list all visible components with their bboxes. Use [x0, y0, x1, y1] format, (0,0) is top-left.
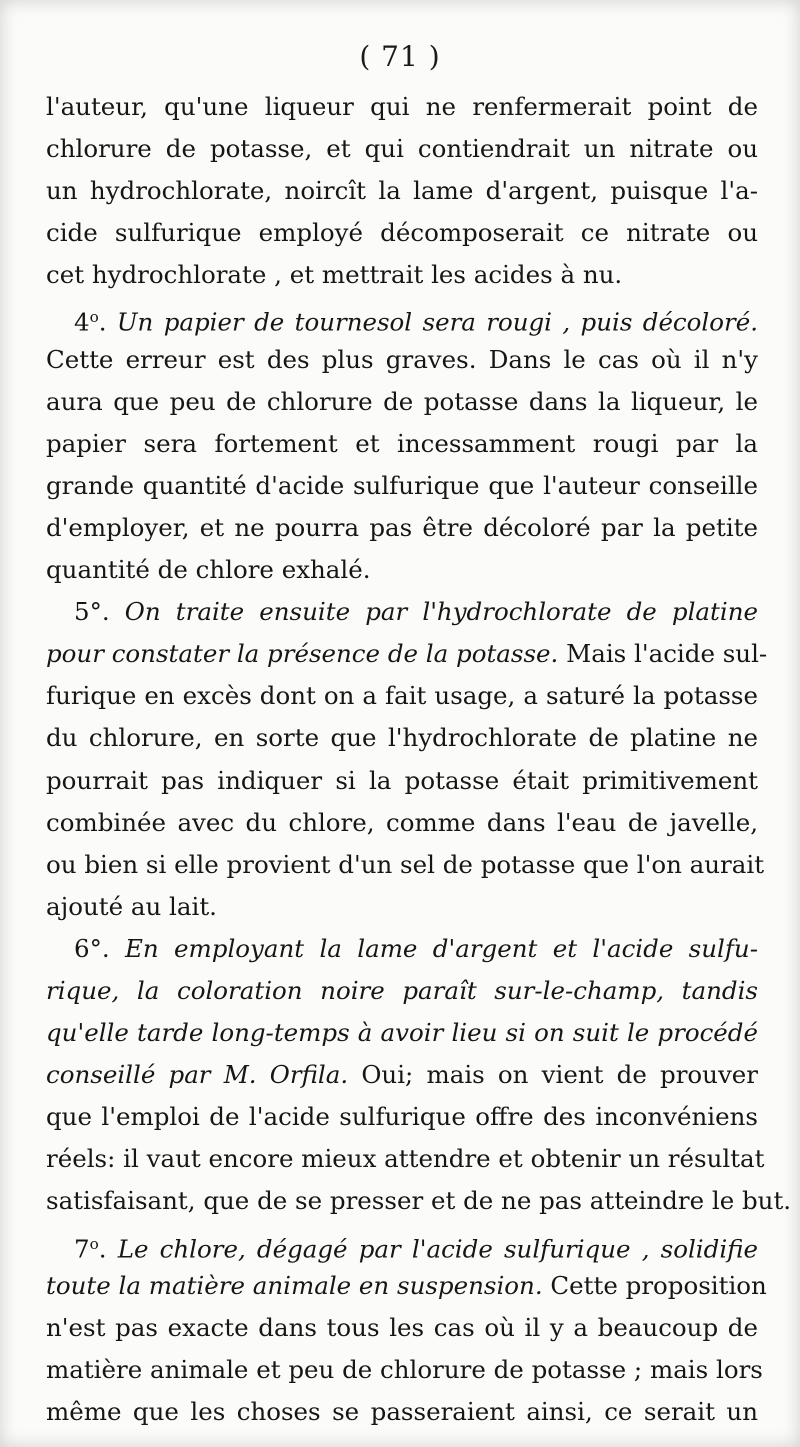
text-segment: Oui; mais on vient de prouver [348, 1060, 759, 1090]
text-line [46, 128, 758, 170]
text-segment: ajouté au lait. [46, 891, 217, 921]
text-line [46, 928, 758, 970]
text-segment: d'employer, et ne pourra pas être décoloré par la petite [46, 512, 758, 542]
text-segment: 5°. [74, 597, 125, 627]
text-line [46, 465, 758, 507]
text-segment: cet hydrochlorate , et mettrait les acides à nu. [46, 260, 623, 290]
text-segment: n'est pas exacte dans tous les cas où il y a beaucoup de [46, 1312, 758, 1342]
text-line [46, 633, 768, 675]
text-segment: papier sera fortement et incessamment rougi par la [46, 428, 758, 458]
text-segment: matière animale et peu de chlorure de potasse ; mais lors [46, 1354, 763, 1384]
text-segment: pourrait pas indiquer si la potasse était primitivement [46, 765, 758, 795]
text-line [46, 1180, 792, 1222]
italic-text: pour constater la présence de la potasse. [46, 639, 559, 669]
text-line [46, 591, 758, 633]
text-line [46, 1307, 758, 1349]
text-line [46, 844, 765, 886]
italic-text: rique, la coloration noire paraît sur-le-champ, tandis [46, 975, 758, 1005]
text-segment: satisfaisant, que de se presser et de ne pas atteindre le but. [46, 1186, 792, 1216]
text-line [46, 1265, 767, 1307]
text-line [46, 86, 758, 128]
text-line [46, 170, 758, 212]
text-line [46, 549, 758, 591]
text-segment: 4 [74, 307, 90, 337]
body-text [46, 86, 792, 1433]
text-line [46, 1096, 758, 1138]
text-segment: du chlorure, en sorte que l'hydrochlorate de platine ne [46, 723, 758, 753]
text-line [46, 1138, 765, 1180]
superscript: o [89, 308, 99, 327]
page-number: ( 71 ) [359, 40, 441, 73]
text-segment: réels: il vaut encore mieux attendre et obtenir un résultat [46, 1144, 765, 1174]
italic-text: Le chlore, dégagé par l'acide sulfurique , solidifie [117, 1233, 758, 1263]
text-line [46, 507, 758, 549]
text-line [46, 254, 758, 296]
text-line [46, 1223, 758, 1265]
text-segment: Mais l'acide sul- [558, 639, 768, 669]
superscript: o [89, 1234, 99, 1253]
text-segment: 6°. [74, 933, 125, 963]
italic-text: conseillé par M. Orfila. [46, 1060, 349, 1090]
text-line [46, 717, 758, 759]
text-segment: l'auteur, qu'une liqueur qui ne renfermerait point de [46, 92, 758, 121]
text-segment: . [98, 1233, 118, 1263]
text-line [46, 1349, 763, 1391]
italic-text: toute la matière animale en suspension. [46, 1270, 543, 1300]
text-line [46, 886, 758, 928]
text-line [46, 1012, 758, 1054]
italic-text: En employant la lame d'argent et l'acide sulfu- [125, 933, 758, 963]
text-segment: que l'emploi de l'acide sulfurique offre des inconvéniens [46, 1102, 758, 1132]
text-line [46, 212, 758, 254]
text-segment: quantité de chlore exhalé. [46, 555, 371, 585]
text-segment: . [98, 307, 117, 337]
text-segment: même que les choses se passeraient ainsi, ce serait un [46, 1396, 758, 1426]
text-line [46, 381, 758, 423]
text-line [46, 1054, 758, 1096]
text-line [46, 675, 758, 717]
text-segment: un hydrochlorate, noircît la lame d'argent, puisque l'a- [46, 176, 758, 206]
text-line [46, 1391, 758, 1433]
text-line [46, 296, 758, 338]
text-line [46, 970, 758, 1012]
text-segment: aura que peu de chlorure de potasse dans la liqueur, le [46, 386, 758, 416]
text-segment: Cette erreur est des plus graves. Dans le cas où il n'y [46, 344, 758, 374]
text-segment: cide sulfurique employé décomposerait ce nitrate ou [46, 218, 758, 248]
text-segment: grande quantité d'acide sulfurique que l'auteur conseille [46, 470, 758, 500]
text-segment: ou bien si elle provient d'un sel de potasse que l'on aurait [46, 849, 765, 879]
text-line [46, 423, 758, 465]
text-line [46, 760, 758, 802]
italic-text: On traite ensuite par l'hydrochlorate de platine [124, 597, 758, 627]
text-segment: Cette proposition [542, 1270, 767, 1300]
text-line [46, 339, 758, 381]
text-line [46, 802, 758, 844]
text-segment: chlorure de potasse, et qui contiendrait un nitrate ou [46, 134, 758, 164]
text-segment: combinée avec du chlore, comme dans l'eau de javelle, [46, 807, 758, 837]
italic-text: Un papier de tournesol sera rougi , puis décoloré. [116, 307, 758, 337]
text-segment: 7 [74, 1233, 90, 1263]
italic-text: qu'elle tarde long-temps à avoir lieu si on suit le procédé [46, 1018, 758, 1048]
text-segment: furique en excès dont on a fait usage, a saturé la potasse [46, 681, 758, 711]
